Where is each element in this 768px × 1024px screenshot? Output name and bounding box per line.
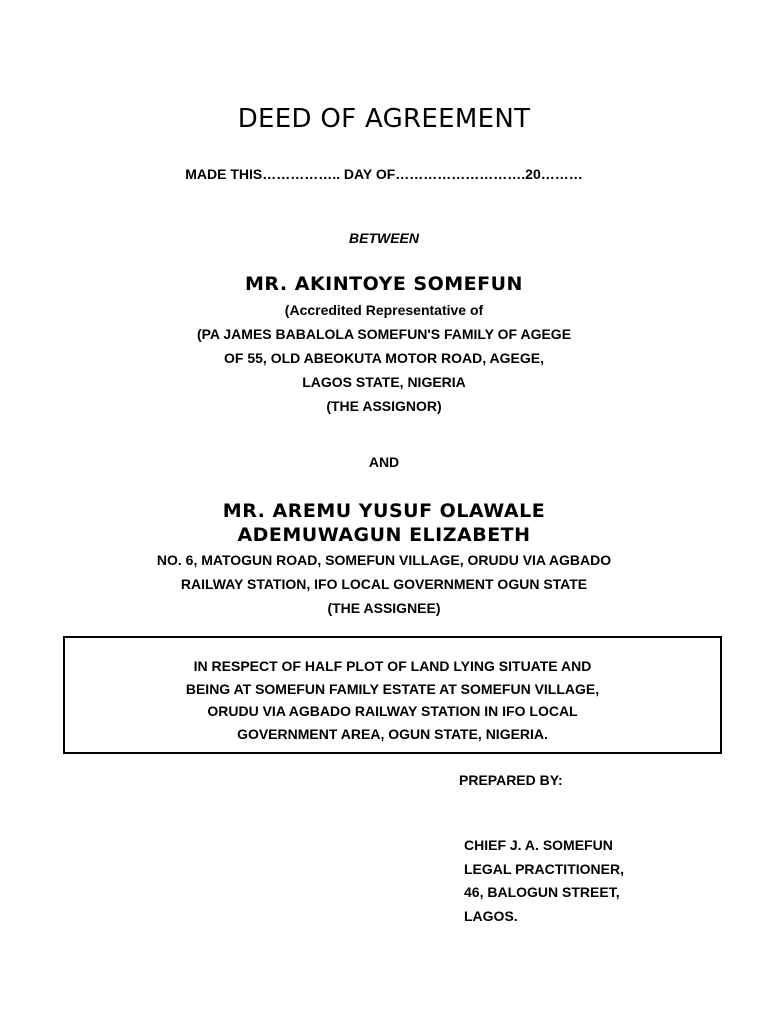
property-description-box — [63, 636, 722, 754]
assignor-name: MR. AKINTOYE SOMEFUN — [245, 273, 523, 295]
preparer-line: LAGOS. — [464, 907, 518, 924]
document-title: DEED OF AGREEMENT — [237, 104, 531, 134]
assignor-line: (THE ASSIGNOR) — [326, 398, 442, 414]
preparer-line: CHIEF J. A. SOMEFUN — [464, 837, 613, 853]
property-line: ORUDU VIA AGBADO RAILWAY STATION IN IFO LOCAL — [207, 703, 578, 719]
assignee-name-line2: ADEMUWAGUN ELIZABETH — [237, 524, 531, 546]
assignor-line: (PA JAMES BABALOLA SOMEFUN'S FAMILY OF AGEGE — [196, 326, 572, 342]
property-line: IN RESPECT OF HALF PLOT OF LAND LYING SITUATE AND — [193, 658, 592, 674]
and-separator: AND — [368, 454, 400, 470]
preparer-line: LEGAL PRACTITIONER, — [464, 860, 624, 877]
assignee-line: RAILWAY STATION, IFO LOCAL GOVERNMENT OGUN STATE — [180, 576, 588, 592]
assignor-line: OF 55, OLD ABEOKUTA MOTOR ROAD, AGEGE, — [224, 350, 544, 366]
property-line: BEING AT SOMEFUN FAMILY ESTATE AT SOMEFUN VILLAGE, — [185, 680, 600, 697]
assignee-line: (THE ASSIGNEE) — [327, 600, 441, 616]
date-line: MADE THIS…………….. DAY OF……………………….20……… — [185, 166, 583, 182]
assignor-line: (Accredited Representative of — [284, 302, 484, 318]
assignee-details — [0, 548, 768, 620]
prepared-by-label: PREPARED BY: — [459, 772, 563, 788]
property-description — [65, 655, 720, 745]
assignor-line: LAGOS STATE, NIGERIA — [302, 374, 466, 390]
preparer-line: 46, BALOGUN STREET, — [464, 884, 620, 900]
between-heading: BETWEEN — [349, 230, 419, 246]
assignee-line: NO. 6, MATOGUN ROAD, SOMEFUN VILLAGE, ORUDU VIA AGBADO — [156, 552, 612, 568]
assignor-details — [0, 298, 768, 418]
assignee-name-line1: MR. AREMU YUSUF OLAWALE — [222, 500, 546, 522]
preparer-block — [464, 834, 624, 928]
property-line: GOVERNMENT AREA, OGUN STATE, NIGERIA. — [237, 725, 548, 742]
